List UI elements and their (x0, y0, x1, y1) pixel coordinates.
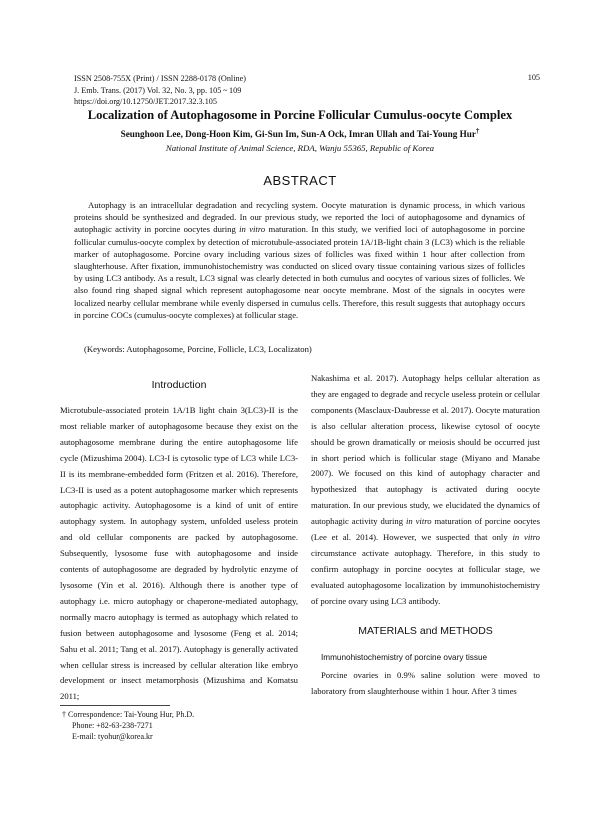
introduction-paragraph: Microtubule-associated protein 1A/1B light chain 3(LC3)-II is the most reliable marker of autophagosome because they exist on the autophagosome membrane during the entire autophagosome life cycle (Mizushima 2004). LC3-I is cytosolic type of LC3 while LC3-II is its membrane-embedded form (Fritzen et al. 2016). Therefore, LC3-II is used as a potent autophagosome marker which represents autophagic activity. Autophagosome is a kind of unit of entire autophagy system. In autophagy system, unfolded useless protein and old cellular components are packed by autophagosome. Subsequently, lysosome fuse with autophagosome and inside contents of autophagosome are degraded by hydrolytic enzyme of lysosome (Yin et al. 2016). Although there is another type of autophagy i.e. micro autophagy or chaperone-mediated autophagy, normally macro autophagy is termed as autophagy which related to fusion between autophagosome and lysosome (Feng et al. 2014; Sahu et al. 2011; Tang et al. 2017). Autophagy is generally activated when cellular stress is increased by cellular alteration like embryo development or insect metamorphosis (Mizushima and Komatsu 2011; (60, 405, 298, 702)
issn-line: ISSN 2508-755X (Print) / ISSN 2288-0178 (Online) (74, 74, 246, 83)
introduction-body (60, 403, 298, 705)
methods-heading: MATERIALS and METHODS (358, 625, 493, 637)
author-list (60, 127, 540, 139)
introduction-heading: Introduction (151, 379, 207, 391)
abstract-heading: ABSTRACT (263, 173, 337, 188)
correspondence-name: Correspondence: Tai-Young Hur, Ph.D. (68, 710, 195, 719)
keywords: (Keywords: Autophagosome, Porcine, Follicle, LC3, Localizaton) (84, 344, 312, 354)
methods-paragraph: Porcine ovaries in 0.9% saline solution were moved to laboratory from slaughterhouse within 1 hour. After 3 times (311, 670, 540, 696)
right-column-body (311, 371, 540, 610)
correspondence-footnote (62, 709, 194, 742)
correspondence-phone: Phone: +82-63-238-7271 (72, 721, 153, 730)
affiliation: National Institute of Animal Science, RDA, Wanju 55365, Republic of Korea (165, 143, 435, 153)
footnote-rule (60, 705, 170, 706)
correspondence-email[interactable]: E-mail: tyohur@korea.kr (72, 732, 153, 741)
abstract-body (74, 199, 525, 321)
corresponding-mark: † (475, 127, 480, 135)
right-column-paragraph: Nakashima et al. 2017). Autophagy helps cellular alteration as they are engaged to degrade and recycle useless protein or cellular components (Masclaux-Daubresse et al. 2017). Oocyte maturation is also cellular alteration process, likewise cytosol of oocyte should be grown dramatically or meiosis should be occurred just in short period which is follicular stage (Miyano and Manabe 2007). We focused on this kind of autophagy character and hypothesized that autophagy is activated during oocyte maturation. In our previous study, we elucidated the dynamics of autophagic activity during in vitro maturation of porcine oocytes (Lee et al. 2014). However, we suspected that only in vitro circumstance activate autophagy. Therefore, in this study to confirm autophagy in porcine oocytes at follicular stage, we evaluated autophagosome localization by immunohistochemistry of porcine ovary using LC3 antibody. (311, 373, 540, 606)
dagger-mark: † (62, 710, 66, 719)
methods-body (311, 668, 540, 700)
author-names: Seunghoon Lee, Dong-Hoon Kim, Gi-Sun Im, Sun-A Ock, Imran Ullah and Tai-Young Hur (120, 129, 476, 140)
doi-link[interactable]: https://doi.org/10.12750/JET.2017.32.3.105 (74, 97, 217, 106)
methods-subheading: Immunohistochemistry of porcine ovary tissue (321, 653, 488, 662)
journal-header (74, 73, 246, 108)
abstract-paragraph: Autophagy is an intracellular degradation and recycling system. Oocyte maturation is dynamic process, in which various proteins should be synthesized and degraded. In our previous study, we reported the loci of autophagosome and dynamics of autophagic activity in porcine oocytes during in vitro maturation. In this study, we verified loci of autophagosome in porcine follicular cumulus-oocyte complex by detection of microtubule-associated protein 1A/1B-light chain 3 (LC3) which is the reliable marker of autophagosome. Porcine ovary including various sizes of follicles was fixed within 1 hour after collection from slaughterhouse. After fixation, immunohistochemistry was conducted on sliced ovary tissue containing various sizes of follicles by using LC3 antibody. As a result, LC3 signal was clearly detected in both cumulus and oocytes of various sizes of follicles. We also found ring shaped signal which represent autophagosome near oocyte membrane. Most of the signals in oocytes were localized nearby cellular membrane while evenly dispersed in cumulus cells. Therefore, this result suggests that autophagy occurs in porcine COCs (cumulus-oocyte complexes) at follicular stage. (74, 200, 525, 320)
page-number: 105 (527, 73, 540, 82)
journal-citation: J. Emb. Trans. (2017) Vol. 32, No. 3, pp. 105 ~ 109 (74, 85, 242, 95)
paper-title: Localization of Autophagosome in Porcine Follicular Cumulus-oocyte Complex (87, 108, 513, 122)
